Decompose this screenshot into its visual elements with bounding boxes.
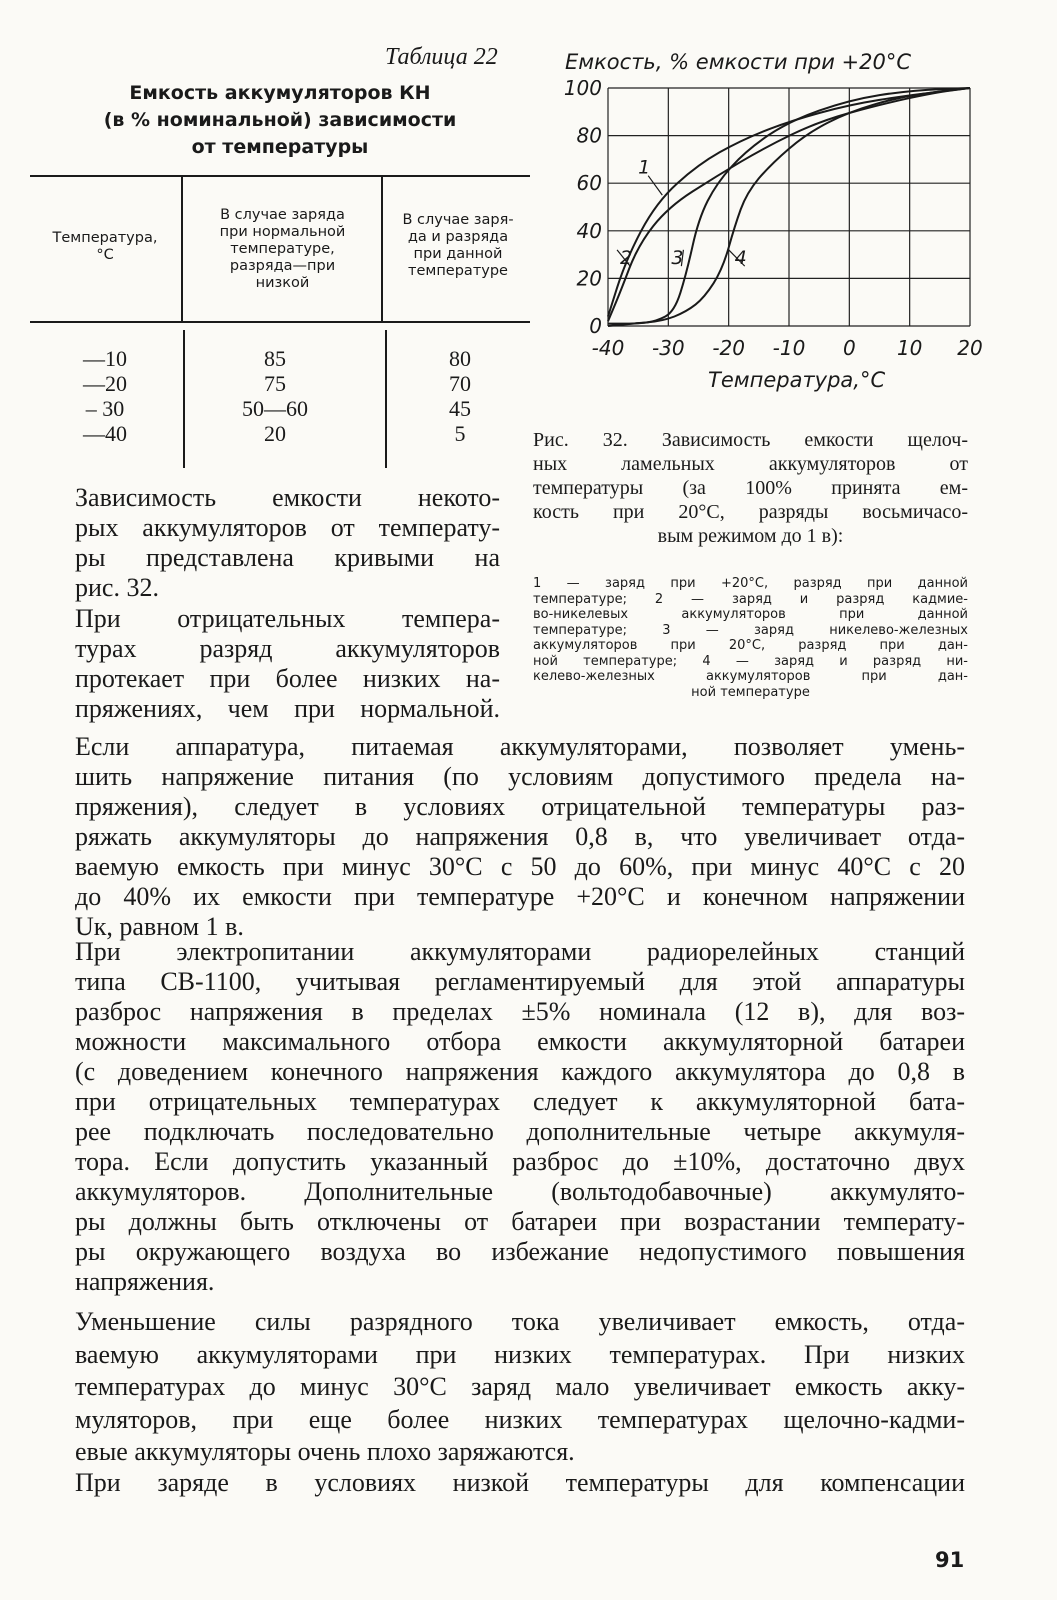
chart-y-axis-title: Емкость, % емкости при +20°С (565, 50, 912, 74)
table-title-line: Емкость аккумуляторов КН (129, 82, 431, 104)
chart-x-axis-title: Температура,°С (708, 368, 886, 392)
figure-legend (533, 576, 968, 700)
left-paragraph-1 (75, 483, 500, 603)
text-line: можности максимального отбора емкости аккумуляторной батареи (75, 1027, 965, 1056)
text-line: рис. 32. (75, 573, 159, 602)
text-line: турах разряд аккумуляторов (75, 634, 500, 663)
text-line: Uк, равном 1 в. (75, 912, 244, 941)
text-line: 1 — заряд при +20°С, разряд при данной (533, 576, 968, 591)
y-tick-label: 100 (563, 80, 602, 100)
x-tick-label: -10 (772, 336, 806, 360)
table-cell: 70 (449, 371, 471, 396)
table-caption: Таблица 22 (385, 44, 498, 70)
y-tick-label: 60 (576, 171, 602, 196)
table-cell: —20 (83, 371, 127, 396)
table-column-temperature (60, 346, 150, 446)
table-top-rule (30, 175, 530, 177)
text-line: рее подключать последовательно дополнительные четыре аккумуля- (75, 1117, 965, 1146)
table-column-given-temp (425, 346, 495, 446)
x-tick-label: -20 (712, 336, 746, 360)
table-cell: 50—60 (242, 396, 308, 421)
text-line: ной температуре (691, 684, 810, 700)
text-line: при отрицательных температурах следует к аккумуляторной бата- (75, 1087, 965, 1116)
table-title-line: (в % номинальной) зависимости (103, 109, 457, 131)
text-line: вым режимом до 1 в): (657, 525, 844, 547)
table-col-divider (181, 175, 183, 323)
text-line: муляторов, при еще более низких температурах щелочно-кадми- (75, 1404, 965, 1434)
header-line: разряда—при (229, 258, 336, 274)
text-line: пряжения), следует в условиях отрицательной температуры раз- (75, 792, 965, 821)
header-line: температуре (408, 263, 508, 279)
text-line: ваемую аккумуляторами при низких температурах. При низких (75, 1339, 965, 1369)
header-line: при нормальной (219, 224, 346, 240)
text-line: напряжения. (75, 1267, 215, 1296)
x-tick-label: -30 (651, 336, 685, 360)
table-header-given-temp (384, 212, 532, 280)
table-col-divider (381, 175, 383, 323)
body-paragraph-4 (75, 1468, 965, 1498)
y-tick-label: 0 (589, 314, 602, 338)
table-cell: 5 (454, 421, 466, 446)
header-line: °С (96, 247, 114, 263)
header-line: Температура, (52, 230, 158, 246)
header-line: низкой (255, 275, 310, 291)
figure-caption (533, 428, 968, 548)
header-line: да и разряда (407, 229, 509, 245)
x-tick-label: 10 (896, 336, 923, 360)
text-line: ры представлена кривыми на (75, 543, 500, 572)
text-line: ряжать аккумуляторы до напряжения 0,8 в, что увеличивает отда- (75, 822, 965, 851)
text-line: При отрицательных темпера- (75, 604, 500, 633)
header-line: В случае заряда (220, 207, 345, 223)
curve-label-leader (648, 176, 662, 195)
text-line: При заряде в условиях низкой температуры для компенсации (75, 1468, 965, 1497)
text-line: типа СВ-1100, учитывая регламентируемый для этой аппаратуры (75, 967, 965, 996)
text-line: ной температуре; 4 — заряд и разряд ни- (533, 653, 968, 669)
text-line: (с доведением конечного напряжения каждого аккумулятора до 0,8 в (75, 1057, 965, 1086)
table-col-divider (385, 330, 387, 468)
x-tick-label: 20 (957, 336, 983, 360)
table-cell: 80 (449, 346, 471, 371)
text-line: аккумуляторов при 20°С, разряд при дан- (533, 638, 968, 653)
text-line: ных ламельных аккумуляторов от (533, 453, 968, 475)
text-line: протекает при более низких на- (75, 664, 500, 693)
text-line: температуре; 2 — заряд и разряд кадмие- (533, 591, 968, 607)
table-cell: 75 (264, 371, 286, 396)
table-cell: – 30 (85, 396, 125, 421)
text-line: ваемую емкость при минус 30°С с 50 до 60%, при минус 40°С с 20 (75, 852, 965, 881)
text-line: тора. Если допустить указанный разброс до ±10%, достаточно двух (75, 1147, 965, 1176)
header-line: при данной (413, 246, 503, 262)
x-tick-label: 0 (842, 336, 856, 360)
table-title (30, 80, 530, 161)
curve-label: 2 (620, 247, 633, 270)
text-line: шить напряжение питания (по условиям допустимого предела на- (75, 762, 965, 791)
page-number: 91 (935, 1548, 965, 1572)
table-cell: 20 (264, 421, 286, 446)
y-tick-label: 20 (576, 266, 602, 291)
text-line: разброс напряжения в пределах ±5% номинала (12 в), для воз- (75, 997, 965, 1026)
table-cell: —10 (83, 346, 127, 371)
curve-label: 4 (734, 247, 747, 270)
text-line: Уменьшение силы разрядного тока увеличивает емкость, отда- (75, 1307, 965, 1336)
header-line: температуре, (230, 241, 335, 257)
body-paragraph-3 (75, 1306, 965, 1469)
text-line: Если аппаратура, питаемая аккумуляторами, позволяет умень- (75, 732, 965, 761)
y-tick-label: 80 (576, 123, 602, 148)
text-line: аккумуляторов. Дополнительные (вольтодобавочные) аккумулято- (75, 1177, 965, 1206)
table-title-line: от температуры (191, 136, 369, 158)
body-paragraph-2 (75, 937, 965, 1297)
y-tick-label: 40 (576, 218, 602, 243)
text-line: евые аккумуляторы очень плохо заряжаются. (75, 1437, 575, 1466)
text-line: ры окружающего воздуха во избежание недопустимого повышения (75, 1237, 965, 1266)
table-column-normal-charge (220, 346, 330, 446)
text-line: температуре; 3 — заряд никелево-железных (533, 622, 968, 638)
table-cell: —40 (83, 421, 127, 446)
curve-label: 1 (638, 156, 651, 179)
table-header-normal-charge (185, 207, 380, 292)
text-line: пряжениях, чем при нормальной. (75, 694, 500, 723)
text-line: келево-железных аккумуляторов при дан- (533, 669, 968, 684)
curve-label: 3 (671, 247, 684, 270)
text-line: температурах до минус 30°С заряд мало увеличивает емкость акку- (75, 1372, 965, 1401)
text-line: температуры (за 100% принята ем- (533, 477, 968, 499)
table-header-rule (30, 321, 530, 323)
text-line: При электропитании аккумуляторами радиорелейных станций (75, 937, 965, 966)
text-line: рых аккумуляторов от температу- (75, 513, 500, 542)
body-paragraph-1 (75, 732, 965, 942)
text-line: во-никелевых аккумуляторов при данной (533, 607, 968, 622)
text-line: Рис. 32. Зависимость емкости щелоч- (533, 429, 968, 451)
header-line: В случае заря- (402, 212, 514, 228)
table-header-temperature (30, 230, 180, 264)
table-cell: 85 (264, 346, 286, 371)
capacity-temperature-chart (560, 80, 990, 370)
left-paragraph-2 (75, 604, 500, 724)
text-line: до 40% их емкости при температуре +20°С и конечном напряжении (75, 882, 965, 911)
text-line: Зависимость емкости некото- (75, 483, 500, 512)
text-line: ры должны быть отключены от батареи при возрастании температу- (75, 1207, 965, 1236)
x-tick-label: -40 (591, 336, 625, 360)
table-cell: 45 (449, 396, 471, 421)
text-line: кость при 20°С, разряды восьмичасо- (533, 501, 968, 523)
table-col-divider (183, 330, 185, 468)
